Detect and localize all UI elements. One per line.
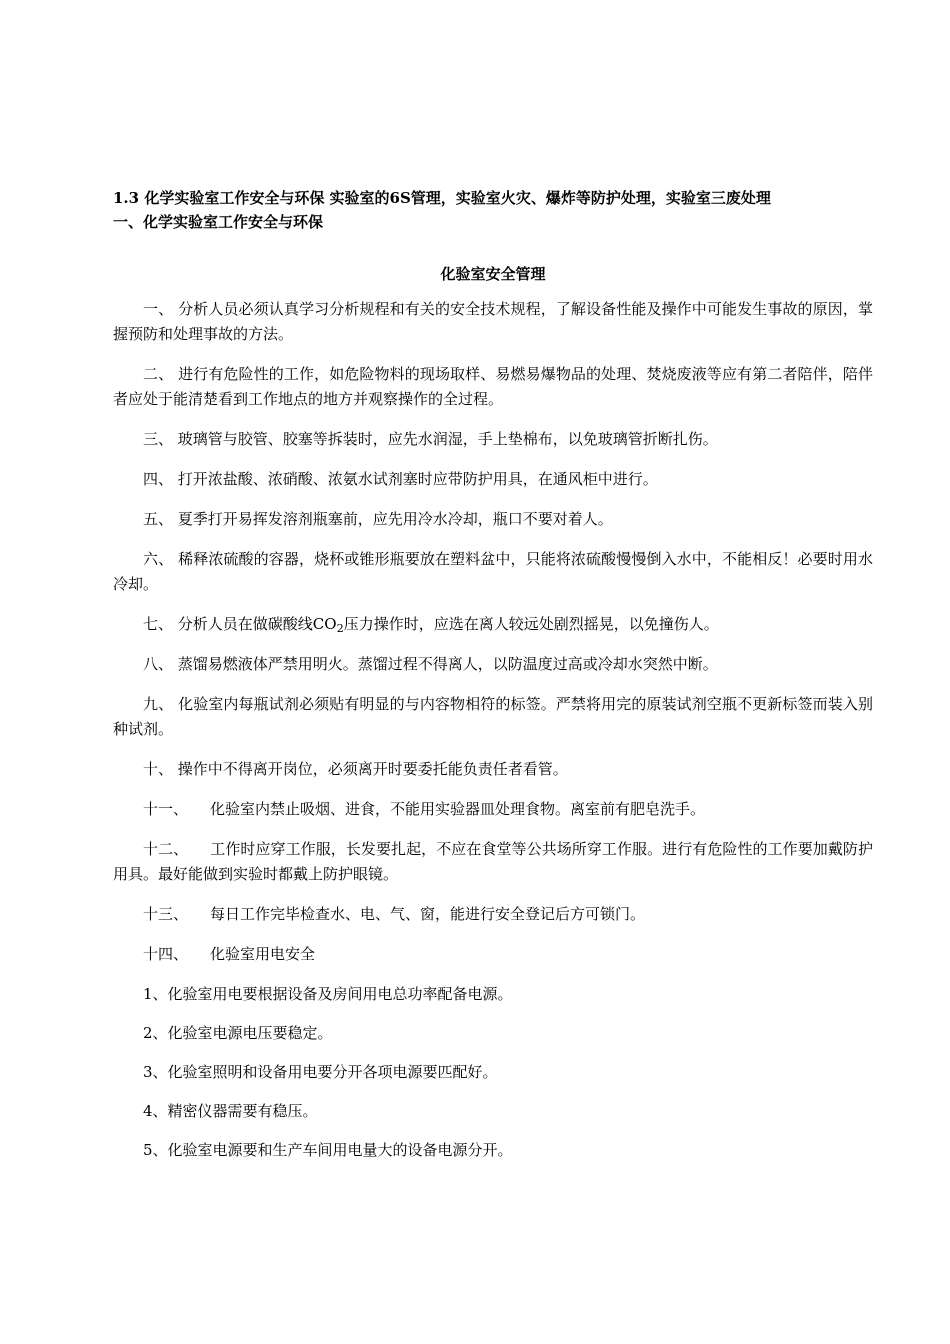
rule-10: 十、 操作中不得离开岗位，必须离开时要委托能负责任者看管。 bbox=[143, 760, 568, 778]
rule-11: 十一、 化验室内禁止吸烟、进食，不能用实验器皿处理食物。离室前有肥皂洗手。 bbox=[143, 800, 706, 818]
page-title: 化验室安全管理 bbox=[440, 265, 546, 283]
electric-item-2: 2、化验室电源电压要稳定。 bbox=[143, 1024, 333, 1042]
rule-14: 十四、 化验室用电安全 bbox=[143, 945, 316, 963]
rule-2: 二、 进行有危险性的工作，如危险物料的现场取样、易燃易爆物品的处理、焚烧废液等应有第二者陪伴，陪伴者应处于能清楚看到工作地点的地方并观察操作的全过程。 bbox=[113, 365, 873, 408]
rule-5: 五、 夏季打开易挥发溶剂瓶塞前，应先用冷水冷却，瓶口不要对着人。 bbox=[143, 510, 613, 528]
document-page bbox=[113, 186, 873, 1177]
rule-1: 一、 分析人员必须认真学习分析规程和有关的安全技术规程，了解设备性能及操作中可能发生事故的原因，掌握预防和处理事故的方法。 bbox=[113, 300, 873, 343]
rule-6: 六、 稀释浓硫酸的容器，烧杯或锥形瓶要放在塑料盆中，只能将浓硫酸慢慢倒入水中，不能相反！必要时用水冷却。 bbox=[113, 550, 873, 593]
electric-item-4: 4、精密仪器需要有稳压。 bbox=[143, 1102, 318, 1120]
rule-4: 四、 打开浓盐酸、浓硝酸、浓氨水试剂塞时应带防护用具，在通风柜中进行。 bbox=[143, 470, 658, 488]
rule-9: 九、 化验室内每瓶试剂必须贴有明显的与内容物相符的标签。严禁将用完的原装试剂空瓶不更新标签而装入别种试剂。 bbox=[113, 695, 873, 738]
section-heading: 1.3 化学实验室工作安全与环保 实验室的6S管理，实验室火灾、爆炸等防护处理，实验室三废处理 bbox=[113, 189, 771, 207]
rule-7: 七、 分析人员在做碳酸线$CO_2$压力操作时，应选在离人较远处剧烈摇晃，以免撞伤人。 bbox=[143, 615, 719, 635]
rule-3: 三、 玻璃管与胶管、胶塞等拆装时，应先水润湿，手上垫棉布，以免玻璃管折断扎伤。 bbox=[143, 430, 718, 448]
rule-8: 八、 蒸馏易燃液体严禁用明火。蒸馏过程不得离人，以防温度过高或冷却水突然中断。 bbox=[143, 655, 718, 673]
electric-item-1: 1、化验室用电要根据设备及房间用电总功率配备电源。 bbox=[143, 985, 513, 1003]
electric-item-3: 3、化验室照明和设备用电要分开各项电源要匹配好。 bbox=[143, 1063, 498, 1081]
subsection-heading: 一、化学实验室工作安全与环保 bbox=[113, 213, 324, 231]
co2-subscript: 2 bbox=[336, 622, 344, 635]
rule-12: 十二、 工作时应穿工作服，长发要扎起，不应在食堂等公共场所穿工作服。进行有危险性的工作要加戴防护用具。最好能做到实验时都戴上防护眼镜。 bbox=[113, 840, 873, 883]
rule-13: 十三、 每日工作完毕检查水、电、气、窗，能进行安全登记后方可锁门。 bbox=[143, 905, 646, 923]
electric-item-5: 5、化验室电源要和生产车间用电量大的设备电源分开。 bbox=[143, 1141, 513, 1159]
